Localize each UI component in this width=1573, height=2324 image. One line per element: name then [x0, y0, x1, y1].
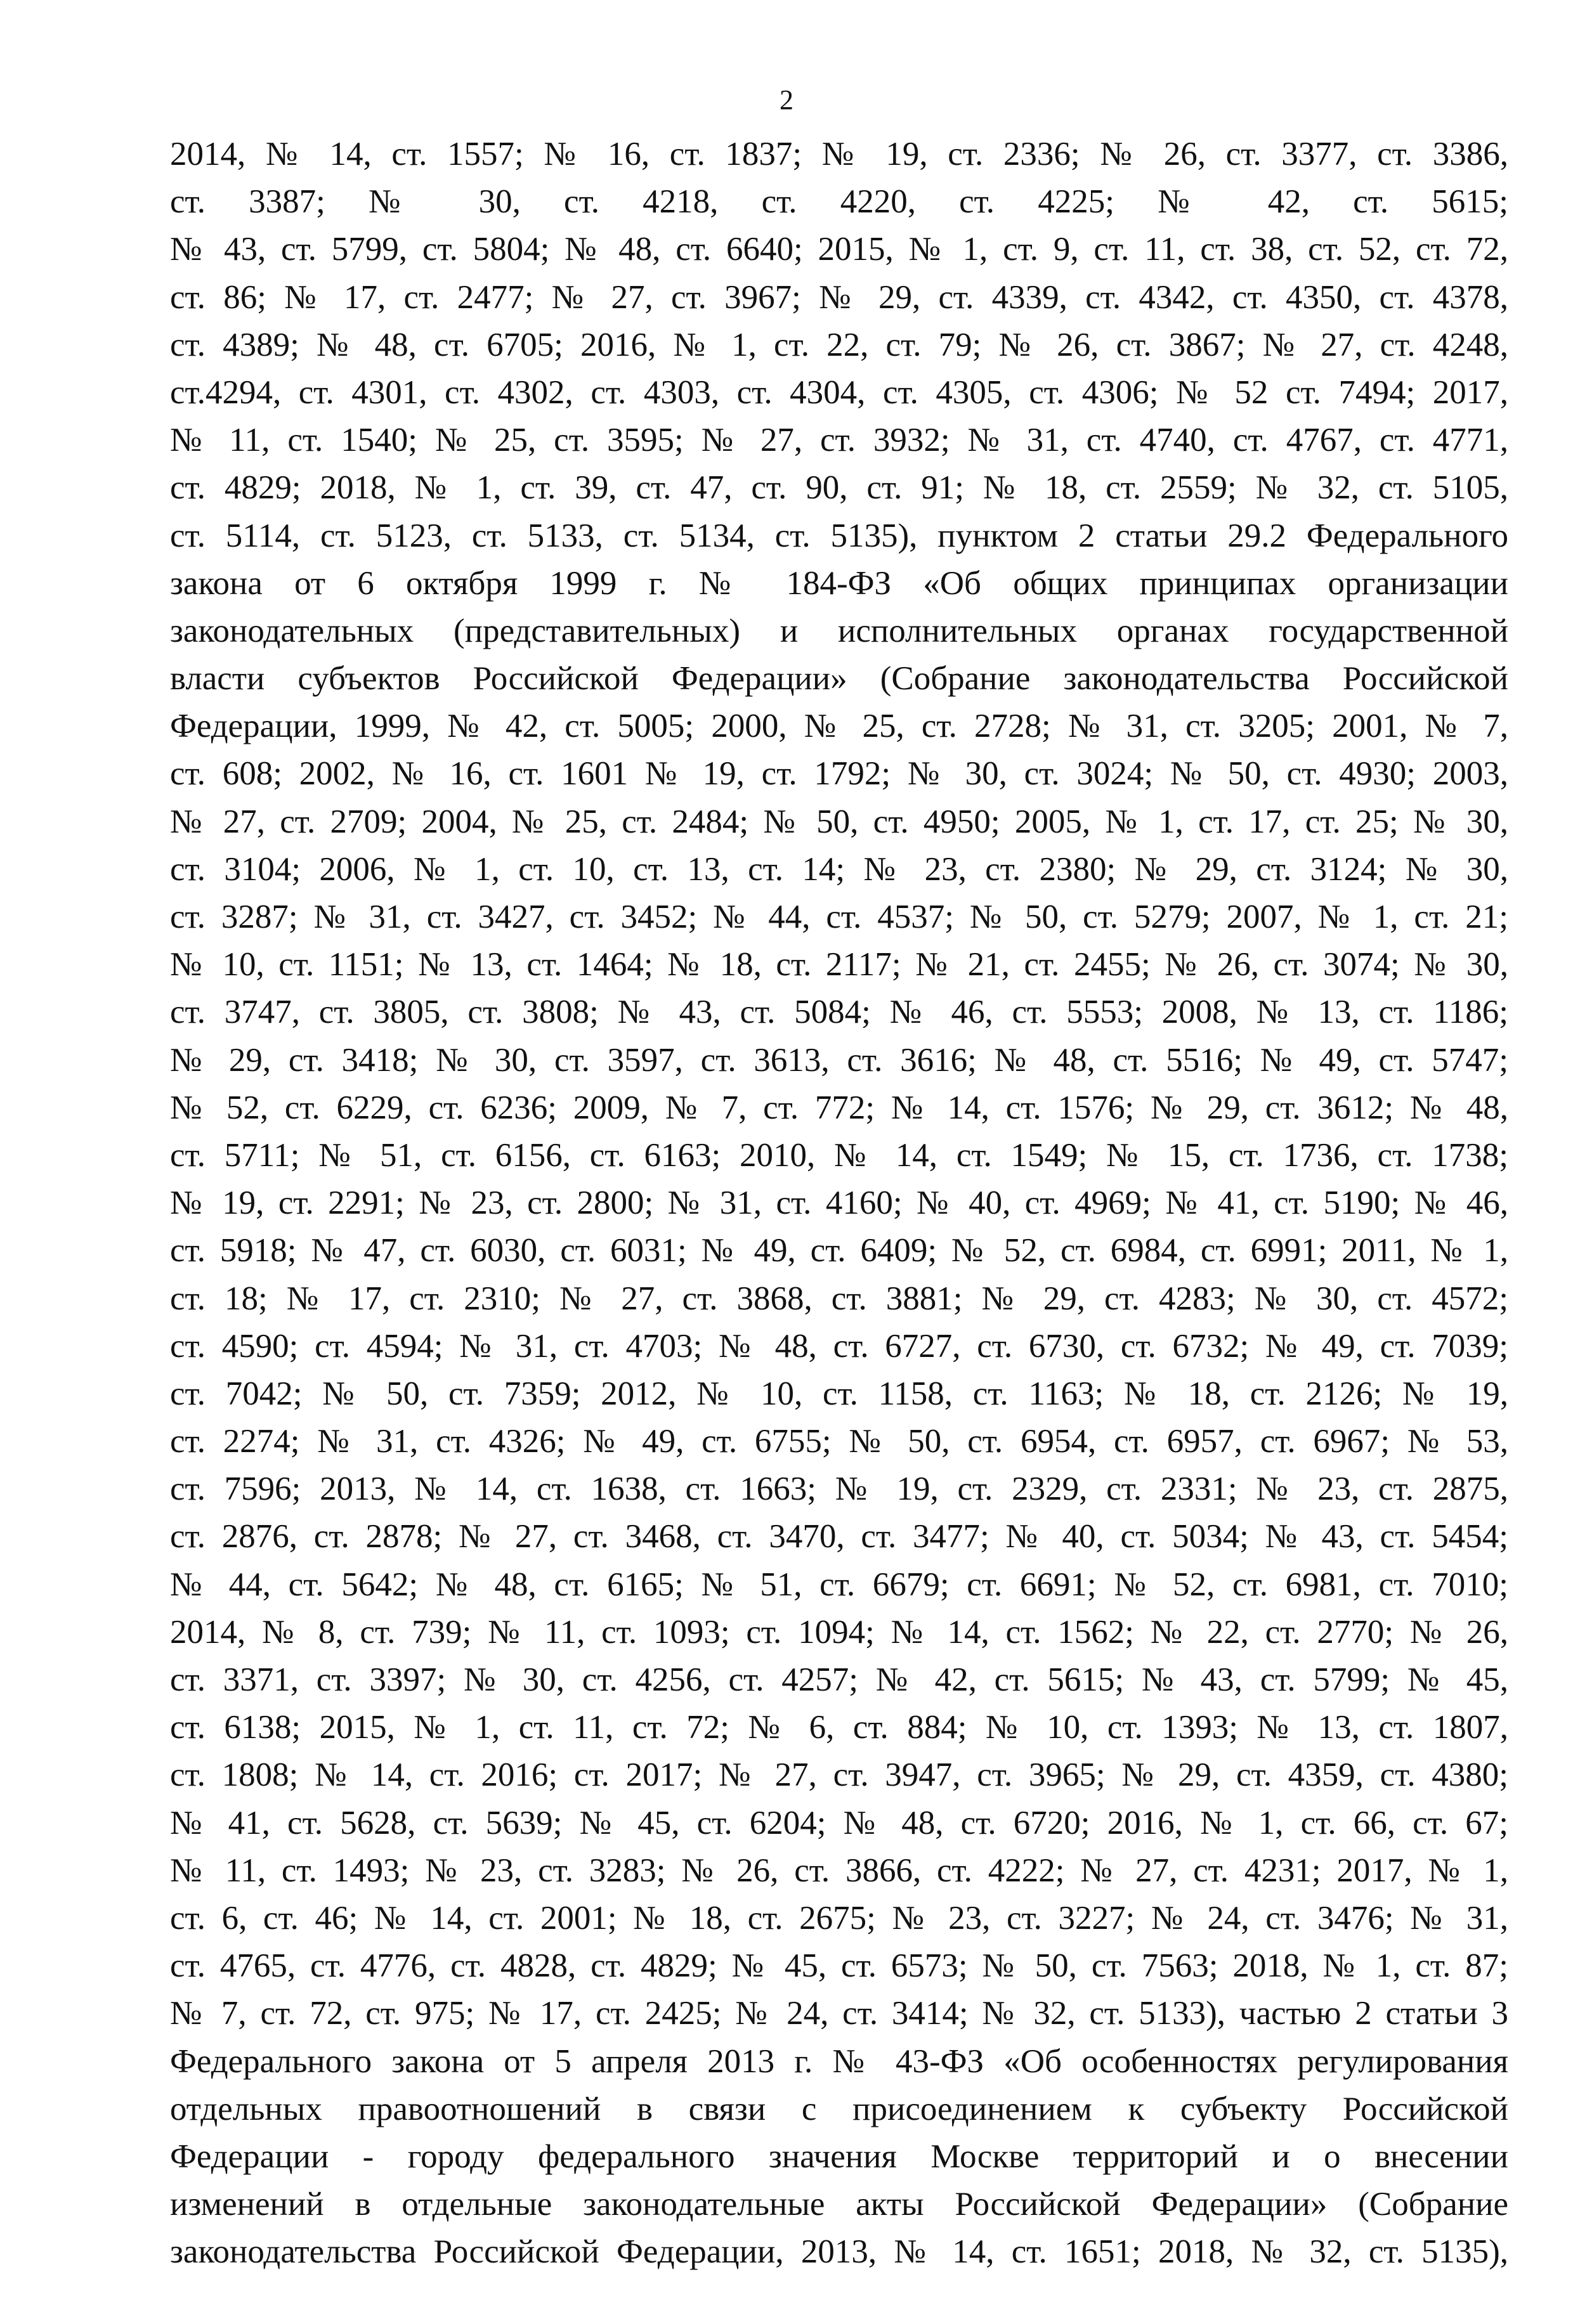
text-line-23: № 19, ст. 2291; № 23, ст. 2800; № 31, ст. 4160; № 40, ст. 4969; № 41, ст. 5190; № 46, [170, 1185, 1508, 1222]
text-line-29: ст. 7596; 2013, № 14, ст. 1638, ст. 1663; № 19, ст. 2329, ст. 2331; № 23, ст. 2875, [170, 1470, 1508, 1508]
text-line-27: ст. 7042; № 50, ст. 7359; 2012, № 10, ст. 1158, ст. 1163; № 18, ст. 2126; № 19, [170, 1375, 1508, 1412]
text-line-17: ст. 3287; № 31, ст. 3427, ст. 3452; № 44, ст. 4537; № 50, ст. 5279; 2007, № 1, ст. 21; [170, 899, 1508, 935]
text-line-32: 2014, № 8, ст. 739; № 11, ст. 1093; ст. 1094; № 14, ст. 1562; № 22, ст. 2770; № 26, [170, 1613, 1508, 1651]
text-line-5: ст. 4389; № 48, ст. 6705; 2016, № 1, ст. 22, ст. 79; № 26, ст. 3867; № 27, ст. 4248, [170, 326, 1508, 363]
text-line-25: ст. 18; № 17, ст. 2310; № 27, ст. 3868, ст. 3881; № 29, ст. 4283; № 30, ст. 4572; [170, 1280, 1508, 1317]
text-line-19: ст. 3747, ст. 3805, ст. 3808; № 43, ст. 5084; № 46, ст. 5553; 2008, № 13, ст. 1186; [170, 994, 1508, 1031]
text-line-7: № 11, ст. 1540; № 25, ст. 3595; № 27, ст. 3932; № 31, ст. 4740, ст. 4767, ст. 4771, [170, 422, 1508, 459]
text-line-24: ст. 5918; № 47, ст. 6030, ст. 6031; № 49, ст. 6409; № 52, ст. 6984, ст. 6991; 2011, № 1, [170, 1232, 1508, 1269]
text-line-30: ст. 2876, ст. 2878; № 27, ст. 3468, ст. 3470, ст. 3477; № 40, ст. 5034; № 43, ст. 5454; [170, 1518, 1508, 1555]
text-line-4: ст. 86; № 17, ст. 2477; № 27, ст. 3967; № 29, ст. 4339, ст. 4342, ст. 4350, ст. 4378, [170, 278, 1508, 316]
text-line-26: ст. 4590; ст. 4594; № 31, ст. 4703; № 48, ст. 6727, ст. 6730, ст. 6732; № 49, ст. 7039; [170, 1327, 1508, 1365]
text-line-20: № 29, ст. 3418; № 30, ст. 3597, ст. 3613, ст. 3616; № 48, ст. 5516; № 49, ст. 5747; [170, 1041, 1508, 1079]
page-number: 2 [780, 84, 793, 115]
text-line-44: изменений в отдельные законодательные акты Российской Федерации» (Собрание [170, 2186, 1508, 2223]
text-line-1: 2014, № 14, ст. 1557; № 16, ст. 1837; № 19, ст. 2336; № 26, ст. 3377, ст. 3386, [170, 136, 1508, 172]
text-line-41: Федерального закона от 5 апреля 2013 г. № 43-ФЗ «Об особенностях регулирования [170, 2042, 1508, 2080]
text-line-6: ст.4294, ст. 4301, ст. 4302, ст. 4303, ст. 4304, ст. 4305, ст. 4306; № 52 ст. 7494; 2017, [170, 373, 1508, 411]
text-line-21: № 52, ст. 6229, ст. 6236; 2009, № 7, ст. 772; № 14, ст. 1576; № 29, ст. 3612; № 48, [170, 1089, 1508, 1126]
text-line-9: ст. 5114, ст. 5123, ст. 5133, ст. 5134, ст. 5135), пунктом 2 статьи 29.2 Федерального [170, 517, 1508, 554]
text-line-38: ст. 6, ст. 46; № 14, ст. 2001; № 18, ст. 2675; № 23, ст. 3227; № 24, ст. 3476; № 31, [170, 1899, 1508, 1937]
text-line-39: ст. 4765, ст. 4776, ст. 4828, ст. 4829; № 45, ст. 6573; № 50, ст. 7563; 2018, № 1, ст. 87; [170, 1947, 1508, 1985]
text-line-42: отдельных правоотношений в связи с присоединением к субъекту Российской [170, 2090, 1508, 2127]
text-line-8: ст. 4829; 2018, № 1, ст. 39, ст. 47, ст. 90, ст. 91; № 18, ст. 2559; № 32, ст. 5105, [170, 469, 1508, 507]
text-line-40: № 7, ст. 72, ст. 975; № 17, ст. 2425; № 24, ст. 3414; № 32, ст. 5133), частью 2 статьи 3 [170, 1995, 1508, 2032]
text-line-10: закона от 6 октября 1999 г. № 184-ФЗ «Об общих принципах организации [170, 564, 1508, 602]
text-line-45: законодательства Российской Федерации, 2013, № 14, ст. 1651; 2018, № 32, ст. 5135), [170, 2233, 1508, 2271]
text-line-13: Федерации, 1999, № 42, ст. 5005; 2000, № 25, ст. 2728; № 31, ст. 3205; 2001, № 7, [170, 708, 1508, 745]
text-line-18: № 10, ст. 1151; № 13, ст. 1464; № 18, ст. 2117; № 21, ст. 2455; № 26, ст. 3074; № 30, [170, 946, 1508, 983]
text-line-12: власти субъектов Российской Федерации» (Собрание законодательства Российской [170, 660, 1508, 698]
text-line-35: ст. 1808; № 14, ст. 2016; ст. 2017; № 27, ст. 3947, ст. 3965; № 29, ст. 4359, ст. 4380; [170, 1756, 1508, 1794]
text-line-2: ст. 3387; № 30, ст. 4218, ст. 4220, ст. 4225; № 42, ст. 5615; [170, 183, 1508, 221]
text-line-16: ст. 3104; 2006, № 1, ст. 10, ст. 13, ст. 14; № 23, ст. 2380; № 29, ст. 3124; № 30, [170, 850, 1508, 888]
text-line-33: ст. 3371, ст. 3397; № 30, ст. 4256, ст. 4257; № 42, ст. 5615; № 43, ст. 5799; № 45, [170, 1661, 1508, 1698]
text-line-37: № 11, ст. 1493; № 23, ст. 3283; № 26, ст. 3866, ст. 4222; № 27, ст. 4231; 2017, № 1, [170, 1852, 1508, 1889]
text-line-14: ст. 608; 2002, № 16, ст. 1601 № 19, ст. 1792; № 30, ст. 3024; № 50, ст. 4930; 2003, [170, 755, 1508, 793]
text-line-34: ст. 6138; 2015, № 1, ст. 11, ст. 72; № 6, ст. 884; № 10, ст. 1393; № 13, ст. 1807, [170, 1709, 1508, 1746]
text-line-46 [170, 2276, 1508, 2323]
text-line-15: № 27, ст. 2709; 2004, № 25, ст. 2484; № 50, ст. 4950; 2005, № 1, ст. 17, ст. 25; № 30, [170, 803, 1508, 840]
body-text [170, 131, 1508, 2324]
text-line-11: законодательных (представительных) и исполнительных органах государственной [170, 612, 1508, 649]
text-line-31: № 44, ст. 5642; № 48, ст. 6165; № 51, ст. 6679; ст. 6691; № 52, ст. 6981, ст. 7010; [170, 1566, 1508, 1603]
text-line-36: № 41, ст. 5628, ст. 5639; № 45, ст. 6204; № 48, ст. 6720; 2016, № 1, ст. 66, ст. 67; [170, 1804, 1508, 1841]
text-line-22: ст. 5711; № 51, ст. 6156, ст. 6163; 2010, № 14, ст. 1549; № 15, ст. 1736, ст. 1738; [170, 1136, 1508, 1174]
text-line-28: ст. 2274; № 31, ст. 4326; № 49, ст. 6755; № 50, ст. 6954, ст. 6957, ст. 6967; № 53, [170, 1423, 1508, 1460]
text-line-3: № 43, ст. 5799, ст. 5804; № 48, ст. 6640; 2015, № 1, ст. 9, ст. 11, ст. 38, ст. 52, ст. 72, [170, 231, 1508, 268]
text-line-43: Федерации - городу федерального значения Москве территорий и о внесении [170, 2138, 1508, 2175]
